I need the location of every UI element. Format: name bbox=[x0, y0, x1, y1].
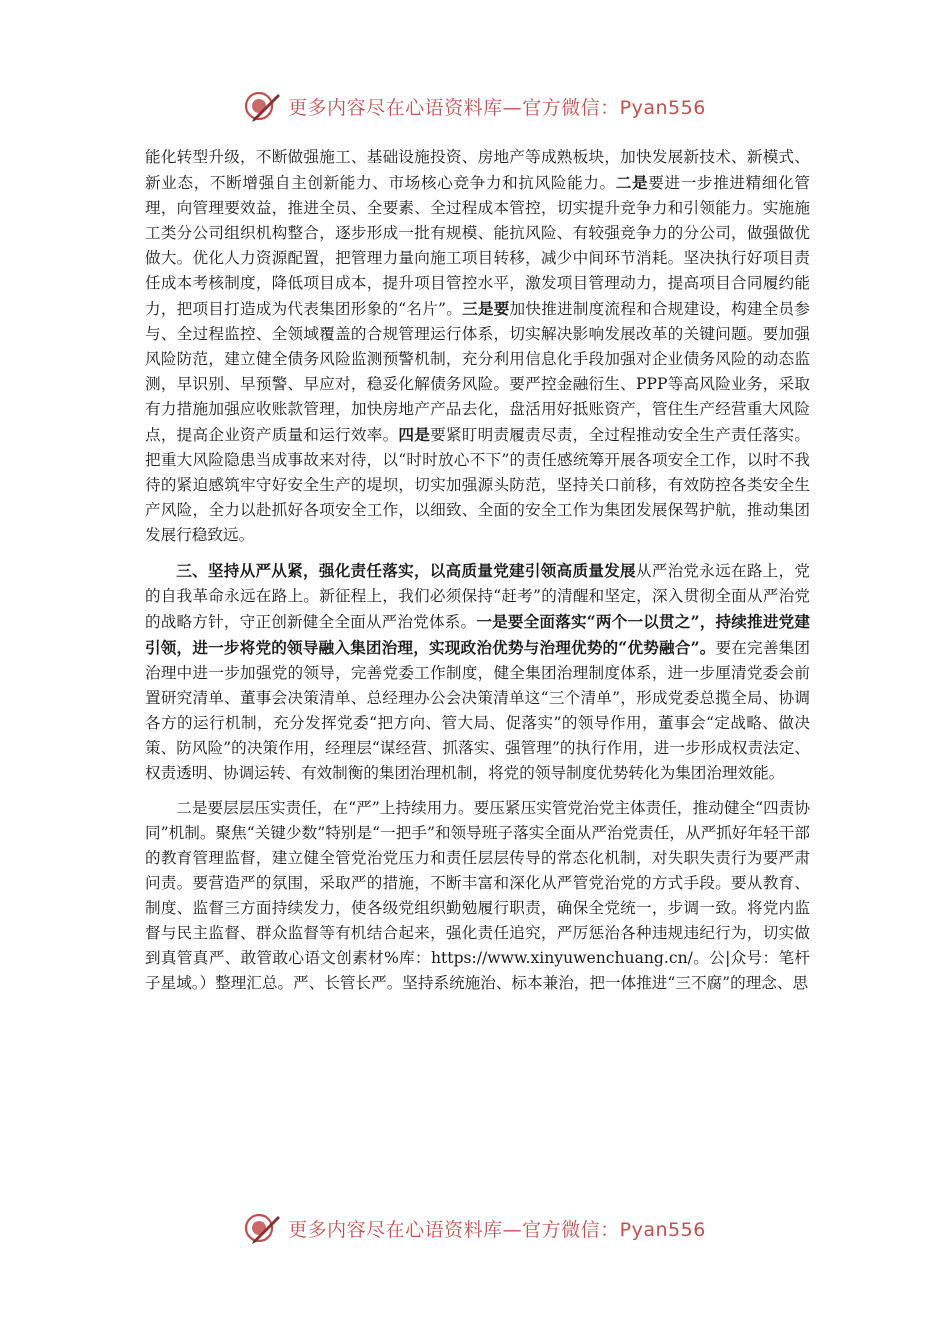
pen-logo-icon bbox=[244, 1210, 282, 1246]
banner-text: 更多内容尽在心语资料库—官方微信：Pyan556 bbox=[288, 1218, 706, 1241]
paragraph-continuation: 能化转型升级，不断做强施工、基础设施投资、房地产等成熟板块，加快发展新技术、新模式、新业态，不断增强自主创新能力、市场核心竞争力和抗风险能力。二是要进一步推进精细化管理，向管理要效益，推进全员、全要素、全过程成本管控，切实提升竞争力和引领能力。实施施工类分公司组织机构整合，逐步形成一批有规模、能抗风险、有较强竞争力的分公司，做强做优做大。优化人力资源配置，把管理力量向施工项目转移，减少中间环节消耗。坚决执行好项目责任成本考核制度，降低项目成本，提升项目管控水平，激发项目管理动力，提高项目合同履约能力，把项目打造成为代表集团形象的“名片”。三是要加快推进制度流程和合规建设，构建全员参与、全过程监控、全领域覆盖的合规管理运行体系，切实解决影响发展改革的关键问题。要加强风险防范，建立健全债务风险监测预警机制，充分利用信息化手段加强对企业债务风险的动态监测，早识别、早预警、早应对，稳妥化解债务风险。要严控金融衍生、PPP等高风险业务，采取有力措施加强应收账款管理，加快房地产产品去化，盘活用好抵账资产，管住生产经营重大风险点，提高企业资产质量和运行效率。四是要紧盯明责履责尽责，全过程推动安全生产责任落实。把重大风险隐患当成事故来对待，以“时时放心不下”的责任感统筹开展各项安全工作，以时不我待的紧迫感筑牢守好安全生产的堤坝，切实加强源头防范，坚持关口前移，有效防控各类安全生产风险，全力以赴抓好各项安全工作，以细致、全面的安全工作为集团发展保驾护航，推动集团发展行稳致远。 bbox=[145, 148, 810, 544]
pen-logo-icon bbox=[244, 88, 282, 124]
header-banner bbox=[0, 86, 950, 126]
banner-text: 更多内容尽在心语资料库—官方微信：Pyan556 bbox=[288, 96, 706, 119]
section-heading: 三、坚持从严从紧，强化责任落实，以高质量党建引领高质量发展 bbox=[176, 561, 636, 580]
paragraph-second-point: 二是要层层压实责任，在“严”上持续用力。要压紧压实管党治党主体责任，推动健全“四责协同”机制。聚焦“关键少数”特别是“一把手”和领导班子落实全面从严治党责任，从严抓好年轻干部的教育管理监督，建立健全管党治党压力和责任层层传导的常态化机制，对失职失责行为要严肃问责。要营造严的氛围，采取严的措施，不断丰富和深化从严管党治党的方式手段。要从教育、制度、监督三方面持续发力，使各级党组织勤勉履行职责，确保全党统一，步调一致。将党内监督与民主监督、群众监督等有机结合起来，强化责任追究，严厉惩治各种违规违纪行为，切实做到真管真严、敢管敢心语文创素材%库：https://www.xinyuwenchuang.cn/。公|众号：笔杆子星域。）整理汇总。严、长管长严。坚持系统施治、标本兼治，把一体推进“三不腐”的理念、思 bbox=[145, 799, 810, 992]
document-body bbox=[145, 145, 810, 996]
footer-banner bbox=[0, 1208, 950, 1248]
paragraph-section-three: 三、坚持从严从紧，强化责任落实，以高质量党建引领高质量发展从严治党永远在路上，党的自我革命永远在路上。新征程上，我们必须保持“赶考”的清醒和坚定，深入贯彻全面从严治党的战略方针，守正创新健全全面从严治党体系。一是要全面落实“两个一以贯之”，持续推进党建引领，进一步将党的领导融入集团治理，实现政治优势与治理优势的“优势融合”。要在完善集团治理中进一步加强党的领导，完善党委工作制度，健全集团治理制度体系，进一步厘清党委会前置研究清单、董事会决策清单、总经理办公会决策清单这“三个清单”，形成党委总揽全局、协调各方的运行机制，充分发挥党委“把方向、管大局、促落实”的领导作用，董事会“定战略、做决策、防风险”的决策作用，经理层“谋经营、抓落实、强管理”的执行作用，进一步形成权责法定、权责透明、协调运转、有效制衡的集团治理机制，将党的领导制度优势转化为集团治理效能。 bbox=[145, 561, 810, 782]
